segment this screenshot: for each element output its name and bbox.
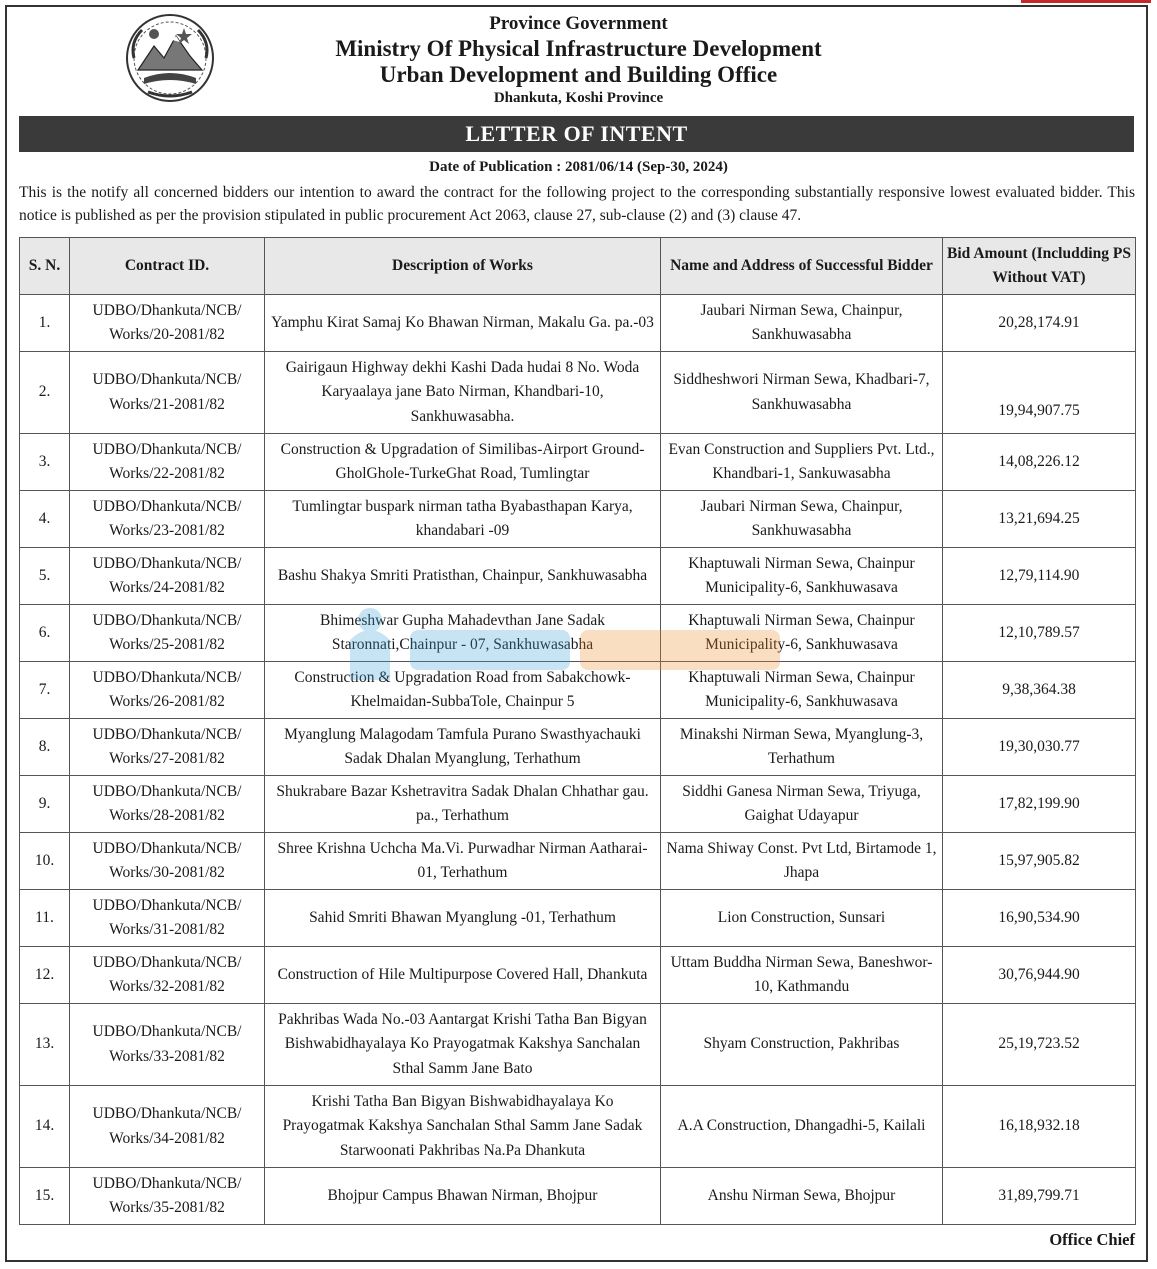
cell-sn: 11. bbox=[20, 890, 70, 947]
col-header-description: Description of Works bbox=[265, 238, 661, 295]
cell-bid-amount: 31,89,799.71 bbox=[943, 1168, 1136, 1225]
cell-sn: 4. bbox=[20, 491, 70, 548]
ministry-title: Ministry Of Physical Infrastructure Development bbox=[335, 36, 822, 61]
cell-sn: 6. bbox=[20, 605, 70, 662]
table-row bbox=[20, 662, 1136, 719]
cell-bid-amount: 15,97,905.82 bbox=[943, 833, 1136, 890]
cell-bidder: Jaubari Nirman Sewa, Chainpur, Sankhuwasabha bbox=[661, 295, 943, 352]
office-title: Urban Development and Building Office bbox=[379, 62, 778, 87]
table-row bbox=[20, 1086, 1136, 1168]
cell-description: Shree Krishna Uchcha Ma.Vi. Purwadhar Nirman Aatharai-01, Terhathum bbox=[265, 833, 661, 890]
cell-bidder: Evan Construction and Suppliers Pvt. Ltd., Khandbari-1, Sankuwasabha bbox=[661, 434, 943, 491]
cell-description: Gairigaun Highway dekhi Kashi Dada hudai 8 No. Woda Karyaalaya jane Bato Nirman, Khandbari-10, Sankhuwasabha. bbox=[265, 352, 661, 434]
cell-contract-id: UDBO/Dhankuta/NCB/ Works/34-2081/82 bbox=[70, 1086, 265, 1168]
table-row bbox=[20, 434, 1136, 491]
table-row bbox=[20, 776, 1136, 833]
cell-bid-amount: 16,90,534.90 bbox=[943, 890, 1136, 947]
cell-bid-amount: 12,79,114.90 bbox=[943, 548, 1136, 605]
cell-contract-id: UDBO/Dhankuta/NCB/ Works/33-2081/82 bbox=[70, 1004, 265, 1086]
office-header bbox=[0, 12, 1157, 108]
cell-sn: 14. bbox=[20, 1086, 70, 1168]
cell-contract-id: UDBO/Dhankuta/NCB/ Works/21-2081/82 bbox=[70, 352, 265, 434]
cell-bid-amount: 17,82,199.90 bbox=[943, 776, 1136, 833]
cell-description: Tumlingtar buspark nirman tatha Byabasthapan Karya, khandabari -09 bbox=[265, 491, 661, 548]
cell-description: Myanglung Malagodam Tamfula Purano Swasthyachauki Sadak Dhalan Myanglung, Terhathum bbox=[265, 719, 661, 776]
cell-sn: 1. bbox=[20, 295, 70, 352]
intro-paragraph: This is the notify all concerned bidders our intention to award the contract for the following project to the corresponding substantially responsive lowest evaluated bidder. This notice is published as per the provision stipulated in public procurement Act 2063, clause 27, sub-clause (2) and (3) clause 47. bbox=[19, 184, 1135, 224]
cell-bid-amount: 12,10,789.57 bbox=[943, 605, 1136, 662]
cell-bidder: Minakshi Nirman Sewa, Myanglung-3, Terhathum bbox=[661, 719, 943, 776]
cell-bidder: Shyam Construction, Pakhribas bbox=[661, 1004, 943, 1086]
cell-sn: 2. bbox=[20, 352, 70, 434]
cell-contract-id: UDBO/Dhankuta/NCB/ Works/20-2081/82 bbox=[70, 295, 265, 352]
cell-bidder: Anshu Nirman Sewa, Bhojpur bbox=[661, 1168, 943, 1225]
cell-contract-id: UDBO/Dhankuta/NCB/ Works/26-2081/82 bbox=[70, 662, 265, 719]
cell-description: Sahid Smriti Bhawan Myanglung -01, Terhathum bbox=[265, 890, 661, 947]
cell-bidder: Nama Shiway Const. Pvt Ltd, Birtamode 1, Jhapa bbox=[661, 833, 943, 890]
table-row bbox=[20, 491, 1136, 548]
cell-contract-id: UDBO/Dhankuta/NCB/ Works/27-2081/82 bbox=[70, 719, 265, 776]
table-row bbox=[20, 719, 1136, 776]
table-row bbox=[20, 890, 1136, 947]
cell-sn: 3. bbox=[20, 434, 70, 491]
cell-sn: 5. bbox=[20, 548, 70, 605]
office-location: Dhankuta, Koshi Province bbox=[493, 90, 664, 106]
table-row bbox=[20, 295, 1136, 352]
table-row bbox=[20, 833, 1136, 890]
cell-bid-amount: 14,08,226.12 bbox=[943, 434, 1136, 491]
cell-bid-amount: 30,76,944.90 bbox=[943, 947, 1136, 1004]
cell-description: Bashu Shakya Smriti Pratisthan, Chainpur, Sankhuwasabha bbox=[265, 548, 661, 605]
cell-bid-amount: 13,21,694.25 bbox=[943, 491, 1136, 548]
col-header-sn: S. N. bbox=[20, 238, 70, 295]
letter-title-banner: LETTER OF INTENT bbox=[19, 116, 1134, 152]
cell-bidder: Khaptuwali Nirman Sewa, Chainpur Municipality-6, Sankhuwasava bbox=[661, 605, 943, 662]
cell-bid-amount: 19,30,030.77 bbox=[943, 719, 1136, 776]
cell-bidder: Siddheshwori Nirman Sewa, Khadbari-7, Sankhuwasabha bbox=[661, 352, 943, 434]
cell-contract-id: UDBO/Dhankuta/NCB/ Works/23-2081/82 bbox=[70, 491, 265, 548]
award-table bbox=[19, 237, 1136, 1225]
province-title: Province Government bbox=[489, 13, 668, 34]
cell-description: Construction of Hile Multipurpose Covered Hall, Dhankuta bbox=[265, 947, 661, 1004]
cell-contract-id: UDBO/Dhankuta/NCB/ Works/22-2081/82 bbox=[70, 434, 265, 491]
cell-contract-id: UDBO/Dhankuta/NCB/ Works/35-2081/82 bbox=[70, 1168, 265, 1225]
cell-bidder: Uttam Buddha Nirman Sewa, Baneshwor-10, Kathmandu bbox=[661, 947, 943, 1004]
table-row bbox=[20, 1004, 1136, 1086]
cell-description: Bhimeshwar Gupha Mahadevthan Jane Sadak Staronnati,Chainpur - 07, Sankhuwasabha bbox=[265, 605, 661, 662]
table-row bbox=[20, 947, 1136, 1004]
cell-bid-amount: 19,94,907.75 bbox=[943, 352, 1136, 434]
cell-bid-amount: 16,18,932.18 bbox=[943, 1086, 1136, 1168]
cell-contract-id: UDBO/Dhankuta/NCB/ Works/28-2081/82 bbox=[70, 776, 265, 833]
cell-bidder: A.A Construction, Dhangadhi-5, Kailali bbox=[661, 1086, 943, 1168]
cell-contract-id: UDBO/Dhankuta/NCB/ Works/31-2081/82 bbox=[70, 890, 265, 947]
cell-description: Construction & Upgradation of Similibas-Airport Ground-GholGhole-TurkeGhat Road, Tumlingtar bbox=[265, 434, 661, 491]
cell-bid-amount: 20,28,174.91 bbox=[943, 295, 1136, 352]
col-header-bidder: Name and Address of Successful Bidder bbox=[661, 238, 943, 295]
cell-sn: 9. bbox=[20, 776, 70, 833]
cell-contract-id: UDBO/Dhankuta/NCB/ Works/32-2081/82 bbox=[70, 947, 265, 1004]
col-header-contract-id: Contract ID. bbox=[70, 238, 265, 295]
table-row bbox=[20, 605, 1136, 662]
cell-sn: 13. bbox=[20, 1004, 70, 1086]
cell-bid-amount: 25,19,723.52 bbox=[943, 1004, 1136, 1086]
cell-bidder: Jaubari Nirman Sewa, Chainpur, Sankhuwasabha bbox=[661, 491, 943, 548]
cell-sn: 12. bbox=[20, 947, 70, 1004]
table-row bbox=[20, 352, 1136, 434]
publication-date: Date of Publication : 2081/06/14 (Sep-30, 2024) bbox=[429, 159, 728, 175]
office-chief-signature: Office Chief bbox=[1049, 1230, 1135, 1249]
cell-bidder: Lion Construction, Sunsari bbox=[661, 890, 943, 947]
cell-sn: 8. bbox=[20, 719, 70, 776]
cell-description: Construction & Upgradation Road from Sabakchowk-Khelmaidan-SubbaTole, Chainpur 5 bbox=[265, 662, 661, 719]
cell-description: Krishi Tatha Ban Bigyan Bishwabidhayalaya Ko Prayogatmak Kakshya Sanchalan Sthal Samm Jane Sadak Starwoonati Pakhribas Na.Pa Dhankuta bbox=[265, 1086, 661, 1168]
cell-contract-id: UDBO/Dhankuta/NCB/ Works/24-2081/82 bbox=[70, 548, 265, 605]
cell-description: Yamphu Kirat Samaj Ko Bhawan Nirman, Makalu Ga. pa.-03 bbox=[265, 295, 661, 352]
cell-description: Pakhribas Wada No.-03 Aantargat Krishi Tatha Ban Bigyan Bishwabidhayalaya Ko Prayogatmak Kakshya Sanchalan Sthal Samm Jane Bato bbox=[265, 1004, 661, 1086]
cell-sn: 7. bbox=[20, 662, 70, 719]
table-row bbox=[20, 548, 1136, 605]
cell-bidder: Siddhi Ganesa Nirman Sewa, Triyuga, Gaighat Udayapur bbox=[661, 776, 943, 833]
table-header-row bbox=[20, 238, 1136, 295]
cell-contract-id: UDBO/Dhankuta/NCB/ Works/25-2081/82 bbox=[70, 605, 265, 662]
cell-bidder: Khaptuwali Nirman Sewa, Chainpur Municipality-6, Sankhuwasava bbox=[661, 548, 943, 605]
corner-mark bbox=[1021, 0, 1151, 3]
cell-sn: 10. bbox=[20, 833, 70, 890]
cell-description: Bhojpur Campus Bhawan Nirman, Bhojpur bbox=[265, 1168, 661, 1225]
cell-bidder: Khaptuwali Nirman Sewa, Chainpur Municipality-6, Sankhuwasava bbox=[661, 662, 943, 719]
cell-contract-id: UDBO/Dhankuta/NCB/ Works/30-2081/82 bbox=[70, 833, 265, 890]
table-row bbox=[20, 1168, 1136, 1225]
cell-bid-amount: 9,38,364.38 bbox=[943, 662, 1136, 719]
cell-description: Shukrabare Bazar Kshetravitra Sadak Dhalan Chhathar gau. pa., Terhathum bbox=[265, 776, 661, 833]
cell-sn: 15. bbox=[20, 1168, 70, 1225]
col-header-bid-amount: Bid Amount (Includding PS Without VAT) bbox=[943, 238, 1136, 295]
